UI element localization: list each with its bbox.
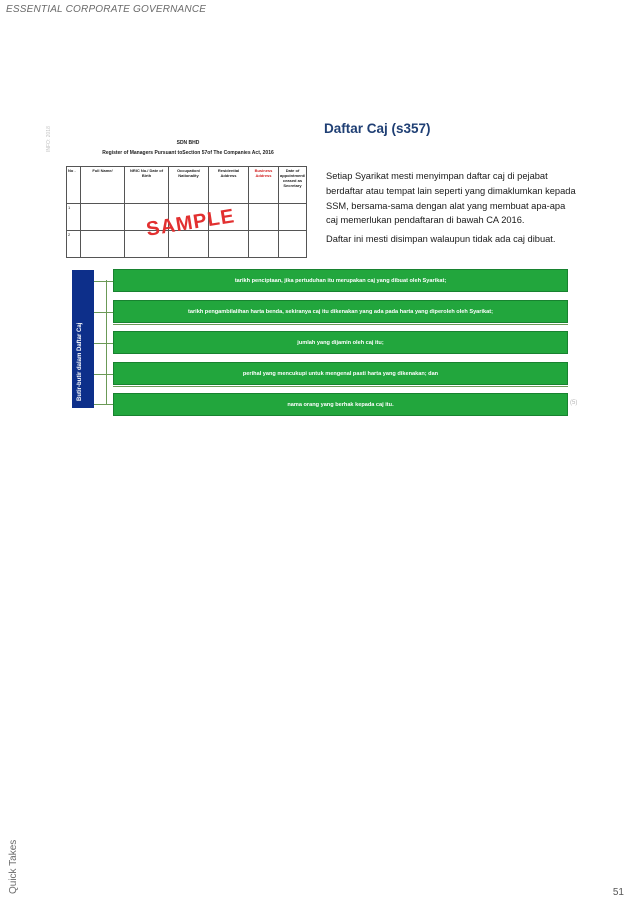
separator-line (113, 324, 568, 325)
connector-line (94, 312, 114, 313)
row-number: 2 (67, 231, 81, 258)
diagram-item: tarikh penciptaan, jika pertuduhan itu merupakan caj yang dibuat oleh Syarikat; (113, 269, 568, 292)
row-number: 1 (67, 204, 81, 231)
column-header: Date of appointment/ ceased as Secretary (279, 167, 307, 204)
column-header: Occupation/ Nationality (169, 167, 209, 204)
column-header: Business Address (249, 167, 279, 204)
diagram-item: tarikh pengambilalihan harta benda, sekiranya caj itu dikenakan yang ada pada harta yang diperoleh oleh Syarikat; (113, 300, 568, 323)
column-header: NRIC No./ Date of Birth (125, 167, 169, 204)
diagram-side-label: Butir-butir dalam Daftar Caj (77, 322, 83, 401)
sample-stamp: SAMPLE (144, 205, 237, 241)
section-paragraph-2: Daftar ini mesti disimpan walaupun tidak ada caj dibuat. (326, 234, 556, 244)
page-number: 51 (612, 887, 624, 898)
faint-margin-mark: INFO: 2018 (46, 126, 52, 152)
diagram-item: jumlah yang dijamin oleh caj itu; (113, 331, 568, 354)
register-sample (66, 136, 310, 241)
section-paragraph-1: Setiap Syarikat mesti menyimpan daftar caj di pejabat berdaftar atau tempat lain seperti yang dimaklumkan kepada SSM, bersama-sama dengan alat yang membuat apa-apa caj memerlukan pendaftaran di bawah CA 2016. (326, 171, 576, 226)
running-header: ESSENTIAL CORPORATE GOVERNANCE (6, 4, 207, 15)
register-header-row (67, 167, 307, 204)
faint-right-mark: (5) (570, 400, 578, 406)
separator-line (113, 386, 568, 387)
register-company: SDN BHD (176, 140, 200, 146)
register-title: Register of Managers Pursuant toSection 57of The Companies Act, 2016 (102, 150, 274, 156)
connector-line (94, 374, 114, 375)
diagram-side-bar (72, 270, 94, 408)
connector-line (94, 281, 114, 282)
section-title: Daftar Caj (s357) (324, 121, 431, 136)
connector-line (94, 404, 114, 405)
diagram-item: nama orang yang berhak kepada caj itu. (113, 393, 568, 416)
side-label: Quick Takes (8, 839, 19, 894)
column-header: Residential Address (209, 167, 249, 204)
column-header: No . (67, 167, 81, 204)
diagram-item: perihal yang mencukupi untuk mengenal pasti harta yang dikenakan; dan (113, 362, 568, 385)
connector-line (94, 343, 114, 344)
connector-line (106, 280, 107, 404)
column-header: Full Name/ (81, 167, 125, 204)
